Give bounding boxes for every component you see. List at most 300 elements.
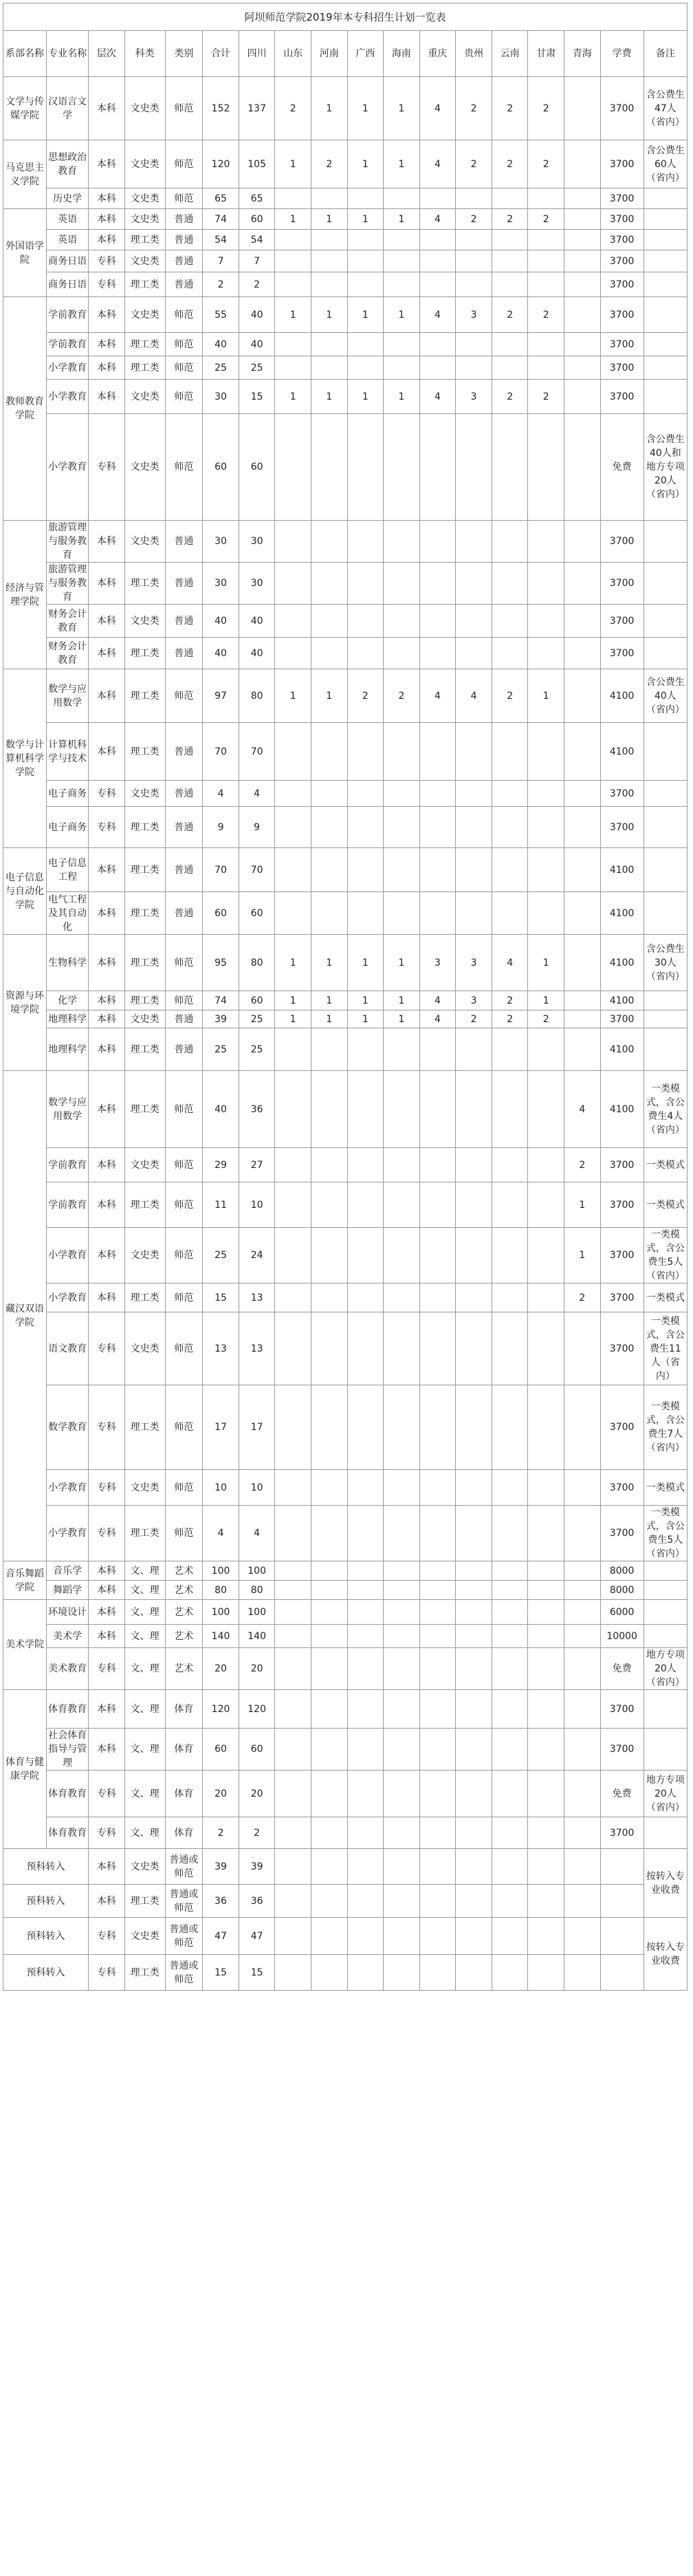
guizhou-cell	[456, 723, 492, 781]
guizhou-cell	[456, 1625, 492, 1648]
major-cell: 化学	[47, 991, 89, 1010]
hainan-cell	[384, 563, 420, 605]
subject-cell: 理工类	[124, 991, 165, 1010]
empty-cell	[564, 1955, 601, 1991]
table-row	[3, 140, 688, 188]
major-cell: 英语	[47, 230, 89, 250]
hainan-cell: 1	[384, 140, 420, 188]
note-cell	[644, 1729, 687, 1771]
shandong-cell	[275, 638, 311, 669]
level-cell: 本科	[89, 297, 125, 333]
henan-cell	[311, 188, 347, 209]
dept-cell: 经济与管理学院	[3, 521, 47, 669]
yunnan-cell	[492, 250, 528, 272]
henan-cell: 1	[311, 991, 347, 1010]
chongqing-cell	[419, 1648, 456, 1690]
subject-cell: 理工类	[124, 807, 165, 848]
qinghai-cell	[564, 605, 601, 638]
chongqing-cell	[419, 1071, 456, 1148]
total-cell: 60	[203, 892, 239, 935]
table-row	[3, 781, 688, 807]
dept-cell: 马克思主义学院	[3, 140, 47, 209]
empty-cell	[311, 1918, 347, 1955]
subject-cell: 文、理	[124, 1600, 165, 1625]
note-cell	[644, 1690, 687, 1729]
fee-cell: 3700	[600, 250, 644, 272]
henan-cell	[311, 272, 347, 297]
major-cell: 数学与应用数学	[47, 669, 89, 723]
chongqing-cell	[419, 848, 456, 892]
subject-cell: 文史类	[124, 1148, 165, 1182]
header-cell: 贵州	[456, 31, 492, 77]
category-cell: 艺术	[165, 1648, 203, 1690]
category-cell: 体育	[165, 1817, 203, 1849]
level-cell: 本科	[89, 77, 125, 140]
yunnan-cell	[492, 638, 528, 669]
category-cell: 师范	[165, 1312, 203, 1385]
qinghai-cell	[564, 1600, 601, 1625]
guangxi-cell	[347, 1385, 384, 1470]
sichuan-cell: 17	[239, 1385, 275, 1470]
qinghai-cell	[564, 77, 601, 140]
guizhou-cell: 2	[456, 1010, 492, 1028]
gansu-cell	[528, 1729, 564, 1771]
category-cell: 普通	[165, 848, 203, 892]
fee-cell: 3700	[600, 1312, 644, 1385]
note-cell	[644, 781, 687, 807]
shandong-cell	[275, 1228, 311, 1284]
yunnan-cell	[492, 272, 528, 297]
subject-cell: 文史类	[124, 414, 165, 521]
major-cell: 数学教育	[47, 1385, 89, 1470]
level-cell: 本科	[89, 380, 125, 414]
note-cell	[644, 1625, 687, 1648]
total-cell: 39	[203, 1010, 239, 1028]
qinghai-cell	[564, 521, 601, 563]
note-cell: 一类模式，含公费生5人（省内）	[644, 1506, 687, 1561]
subject-cell: 文史类	[124, 1010, 165, 1028]
gansu-cell	[528, 1148, 564, 1182]
level-cell: 本科	[89, 1849, 125, 1885]
note-cell	[644, 380, 687, 414]
guizhou-cell	[456, 1071, 492, 1148]
total-cell: 15	[203, 1284, 239, 1312]
hainan-cell	[384, 1506, 420, 1561]
empty-cell	[347, 1885, 384, 1918]
shandong-cell: 1	[275, 935, 311, 991]
category-cell: 普通	[165, 723, 203, 781]
sichuan-cell: 2	[239, 1817, 275, 1849]
level-cell: 本科	[89, 188, 125, 209]
guangxi-cell: 1	[347, 209, 384, 230]
fee-cell: 3700	[600, 1729, 644, 1771]
table-row	[3, 991, 688, 1010]
henan-cell	[311, 356, 347, 380]
level-cell: 本科	[89, 1600, 125, 1625]
table-row	[3, 1918, 688, 1955]
henan-cell	[311, 1312, 347, 1385]
category-cell: 师范	[165, 935, 203, 991]
major-cell: 电子信息工程	[47, 848, 89, 892]
guangxi-cell	[347, 1581, 384, 1600]
dept-cell: 数学与计算机科学学院	[3, 669, 47, 848]
yunnan-cell	[492, 521, 528, 563]
level-cell: 本科	[89, 333, 125, 356]
sichuan-cell: 25	[239, 1028, 275, 1071]
gansu-cell: 2	[528, 1010, 564, 1028]
total-cell: 140	[203, 1625, 239, 1648]
guizhou-cell	[456, 1817, 492, 1849]
henan-cell	[311, 230, 347, 250]
gansu-cell	[528, 1648, 564, 1690]
hainan-cell: 1	[384, 297, 420, 333]
qinghai-cell	[564, 1771, 601, 1817]
yunnan-cell	[492, 230, 528, 250]
guizhou-cell	[456, 1690, 492, 1729]
chongqing-cell: 4	[419, 991, 456, 1010]
note-cell	[644, 638, 687, 669]
empty-cell	[528, 1885, 564, 1918]
hainan-cell	[384, 333, 420, 356]
chongqing-cell	[419, 1729, 456, 1771]
sichuan-cell: 105	[239, 140, 275, 188]
gansu-cell	[528, 1561, 564, 1581]
fee-cell: 3700	[600, 188, 644, 209]
sichuan-cell: 70	[239, 723, 275, 781]
category-cell: 师范	[165, 356, 203, 380]
empty-cell	[347, 1849, 384, 1885]
empty-cell	[600, 1849, 644, 1885]
note-cell: 含公费生40人和地方专项20人（省内）	[644, 414, 687, 521]
table-row	[3, 1600, 688, 1625]
table-row	[3, 807, 688, 848]
henan-cell	[311, 848, 347, 892]
note-cell	[644, 356, 687, 380]
yunnan-cell	[492, 1470, 528, 1506]
yunnan-cell: 2	[492, 991, 528, 1010]
henan-cell	[311, 521, 347, 563]
chongqing-cell	[419, 1228, 456, 1284]
major-cell: 体育教育	[47, 1771, 89, 1817]
total-cell: 15	[203, 1955, 239, 1991]
subject-cell: 文史类	[124, 140, 165, 188]
total-cell: 70	[203, 848, 239, 892]
category-cell: 体育	[165, 1771, 203, 1817]
major-cell: 财务会计教育	[47, 638, 89, 669]
dept-cell: 体育与健康学院	[3, 1690, 47, 1849]
level-cell: 专科	[89, 272, 125, 297]
major-cell: 舞蹈学	[47, 1581, 89, 1600]
sichuan-cell: 4	[239, 781, 275, 807]
major-cell: 旅游管理与服务教育	[47, 521, 89, 563]
subject-cell: 理工类	[124, 1071, 165, 1148]
henan-cell	[311, 1648, 347, 1690]
table-row	[3, 250, 688, 272]
note-cell	[644, 563, 687, 605]
guangxi-cell	[347, 356, 384, 380]
shandong-cell	[275, 1148, 311, 1182]
table-row	[3, 1385, 688, 1470]
level-cell: 本科	[89, 1690, 125, 1729]
total-cell: 70	[203, 723, 239, 781]
empty-cell	[528, 1955, 564, 1991]
empty-cell	[456, 1885, 492, 1918]
gansu-cell	[528, 1581, 564, 1600]
note-cell	[644, 1817, 687, 1849]
hainan-cell	[384, 250, 420, 272]
total-cell: 36	[203, 1885, 239, 1918]
header-cell: 备注	[644, 31, 687, 77]
gansu-cell	[528, 1600, 564, 1625]
total-cell: 152	[203, 77, 239, 140]
category-cell: 普通或师范	[165, 1955, 203, 1991]
total-cell: 2	[203, 1817, 239, 1849]
gansu-cell: 1	[528, 669, 564, 723]
hainan-cell	[384, 1028, 420, 1071]
sichuan-cell: 36	[239, 1885, 275, 1918]
empty-cell	[492, 1885, 528, 1918]
sichuan-cell: 80	[239, 1581, 275, 1600]
header-cell: 甘肃	[528, 31, 564, 77]
guangxi-cell	[347, 1690, 384, 1729]
shandong-cell	[275, 250, 311, 272]
empty-cell	[600, 1955, 644, 1991]
note-cell	[644, 1600, 687, 1625]
category-cell: 普通	[165, 1010, 203, 1028]
table-row	[3, 1470, 688, 1506]
note-cell	[644, 723, 687, 781]
hainan-cell	[384, 1284, 420, 1312]
subject-cell: 文、理	[124, 1690, 165, 1729]
fee-cell: 3700	[600, 1284, 644, 1312]
sichuan-cell: 54	[239, 230, 275, 250]
fee-cell: 4100	[600, 848, 644, 892]
major-cell: 汉语言文学	[47, 77, 89, 140]
level-cell: 本科	[89, 1581, 125, 1600]
hainan-cell: 1	[384, 380, 420, 414]
subject-cell: 文、理	[124, 1581, 165, 1600]
guizhou-cell	[456, 272, 492, 297]
qinghai-cell	[564, 1470, 601, 1506]
shandong-cell: 1	[275, 380, 311, 414]
hainan-cell	[384, 1385, 420, 1470]
chongqing-cell	[419, 1148, 456, 1182]
level-cell: 本科	[89, 563, 125, 605]
yunnan-cell	[492, 1182, 528, 1228]
hainan-cell	[384, 272, 420, 297]
empty-cell	[419, 1885, 456, 1918]
subject-cell: 文史类	[124, 188, 165, 209]
header-cell: 海南	[384, 31, 420, 77]
shandong-cell	[275, 781, 311, 807]
shandong-cell	[275, 230, 311, 250]
total-cell: 25	[203, 1028, 239, 1071]
fee-cell: 3700	[600, 781, 644, 807]
qinghai-cell	[564, 230, 601, 250]
table-title: 阿坝师范学院2019年本专科招生计划一览表	[3, 3, 688, 30]
table-row	[3, 380, 688, 414]
note-cell	[644, 1581, 687, 1600]
henan-cell	[311, 1028, 347, 1071]
henan-cell: 1	[311, 935, 347, 991]
guizhou-cell	[456, 356, 492, 380]
qinghai-cell: 2	[564, 1284, 601, 1312]
level-cell: 专科	[89, 807, 125, 848]
empty-cell	[275, 1849, 311, 1885]
henan-cell	[311, 781, 347, 807]
fee-cell: 免费	[600, 414, 644, 521]
level-cell: 本科	[89, 1010, 125, 1028]
total-cell: 120	[203, 140, 239, 188]
total-cell: 30	[203, 380, 239, 414]
qinghai-cell	[564, 250, 601, 272]
category-cell: 师范	[165, 1284, 203, 1312]
gansu-cell	[528, 1817, 564, 1849]
hainan-cell: 1	[384, 935, 420, 991]
sichuan-cell: 30	[239, 521, 275, 563]
note-cell	[644, 605, 687, 638]
sichuan-cell: 10	[239, 1182, 275, 1228]
sichuan-cell: 20	[239, 1648, 275, 1690]
note-cell	[644, 297, 687, 333]
sichuan-cell: 60	[239, 414, 275, 521]
dept-cell: 音乐舞蹈学院	[3, 1561, 47, 1600]
chongqing-cell	[419, 638, 456, 669]
guizhou-cell: 2	[456, 77, 492, 140]
chongqing-cell	[419, 250, 456, 272]
note-cell: 按转入专业收费	[644, 1849, 687, 1918]
category-cell: 普通	[165, 892, 203, 935]
empty-cell	[419, 1918, 456, 1955]
subject-cell: 文史类	[124, 781, 165, 807]
guizhou-cell	[456, 563, 492, 605]
total-cell: 13	[203, 1312, 239, 1385]
qinghai-cell	[564, 333, 601, 356]
chongqing-cell	[419, 333, 456, 356]
henan-cell	[311, 1506, 347, 1561]
gansu-cell	[528, 1028, 564, 1071]
guangxi-cell	[347, 1817, 384, 1849]
guangxi-cell	[347, 1148, 384, 1182]
table-row	[3, 638, 688, 669]
table-row	[3, 1228, 688, 1284]
note-cell	[644, 1010, 687, 1028]
dept-cell: 文学与传媒学院	[3, 77, 47, 140]
guizhou-cell	[456, 1182, 492, 1228]
guangxi-cell	[347, 638, 384, 669]
hainan-cell	[384, 848, 420, 892]
total-cell: 20	[203, 1648, 239, 1690]
total-cell: 4	[203, 781, 239, 807]
fee-cell: 4100	[600, 935, 644, 991]
note-cell: 按转入专业收费	[644, 1918, 687, 1991]
subject-cell: 文史类	[124, 1470, 165, 1506]
empty-cell	[564, 1918, 601, 1955]
dept-cell: 美术学院	[3, 1600, 47, 1690]
hainan-cell	[384, 188, 420, 209]
henan-cell	[311, 250, 347, 272]
guangxi-cell	[347, 188, 384, 209]
category-cell: 师范	[165, 414, 203, 521]
henan-cell	[311, 1071, 347, 1148]
table-row	[3, 297, 688, 333]
qinghai-cell	[564, 272, 601, 297]
hainan-cell	[384, 1228, 420, 1284]
empty-cell	[384, 1918, 420, 1955]
chongqing-cell	[419, 1600, 456, 1625]
gansu-cell	[528, 1182, 564, 1228]
fee-cell: 3700	[600, 605, 644, 638]
total-cell: 39	[203, 1849, 239, 1885]
chongqing-cell: 3	[419, 935, 456, 991]
fee-cell: 3700	[600, 1385, 644, 1470]
sichuan-cell: 100	[239, 1600, 275, 1625]
guizhou-cell: 2	[456, 209, 492, 230]
header-cell: 系部名称	[3, 31, 47, 77]
guangxi-cell: 1	[347, 77, 384, 140]
level-cell: 专科	[89, 1648, 125, 1690]
major-cell: 小学教育	[47, 414, 89, 521]
table-row	[3, 521, 688, 563]
guangxi-cell	[347, 892, 384, 935]
guizhou-cell	[456, 1581, 492, 1600]
gansu-cell	[528, 605, 564, 638]
chongqing-cell	[419, 272, 456, 297]
gansu-cell	[528, 1690, 564, 1729]
hainan-cell	[384, 723, 420, 781]
qinghai-cell	[564, 1385, 601, 1470]
guangxi-cell	[347, 563, 384, 605]
level-cell: 本科	[89, 1148, 125, 1182]
fee-cell: 3700	[600, 1182, 644, 1228]
sichuan-cell: 10	[239, 1470, 275, 1506]
guizhou-cell	[456, 1148, 492, 1182]
total-cell: 97	[203, 669, 239, 723]
total-cell: 11	[203, 1182, 239, 1228]
subject-cell: 文史类	[124, 209, 165, 230]
guangxi-cell: 1	[347, 991, 384, 1010]
qinghai-cell	[564, 1010, 601, 1028]
table-row	[3, 1148, 688, 1182]
sichuan-cell: 7	[239, 250, 275, 272]
guangxi-cell	[347, 1561, 384, 1581]
major-cell: 学前教育	[47, 1148, 89, 1182]
major-cell: 小学教育	[47, 380, 89, 414]
guizhou-cell	[456, 605, 492, 638]
sichuan-cell: 15	[239, 1955, 275, 1991]
category-cell: 师范	[165, 1182, 203, 1228]
guizhou-cell: 3	[456, 935, 492, 991]
note-cell	[644, 230, 687, 250]
gansu-cell: 2	[528, 297, 564, 333]
transfer-label-cell: 预科转入	[3, 1885, 89, 1918]
guizhou-cell	[456, 1771, 492, 1817]
guizhou-cell: 4	[456, 669, 492, 723]
henan-cell	[311, 723, 347, 781]
table-row	[3, 188, 688, 209]
table-row	[3, 1955, 688, 1991]
hainan-cell	[384, 892, 420, 935]
qinghai-cell	[564, 935, 601, 991]
major-cell: 计算机科学与技术	[47, 723, 89, 781]
category-cell: 普通	[165, 605, 203, 638]
note-cell	[644, 521, 687, 563]
table-row	[3, 77, 688, 140]
total-cell: 60	[203, 1729, 239, 1771]
guangxi-cell	[347, 272, 384, 297]
level-cell: 本科	[89, 356, 125, 380]
subject-cell: 理工类	[124, 333, 165, 356]
